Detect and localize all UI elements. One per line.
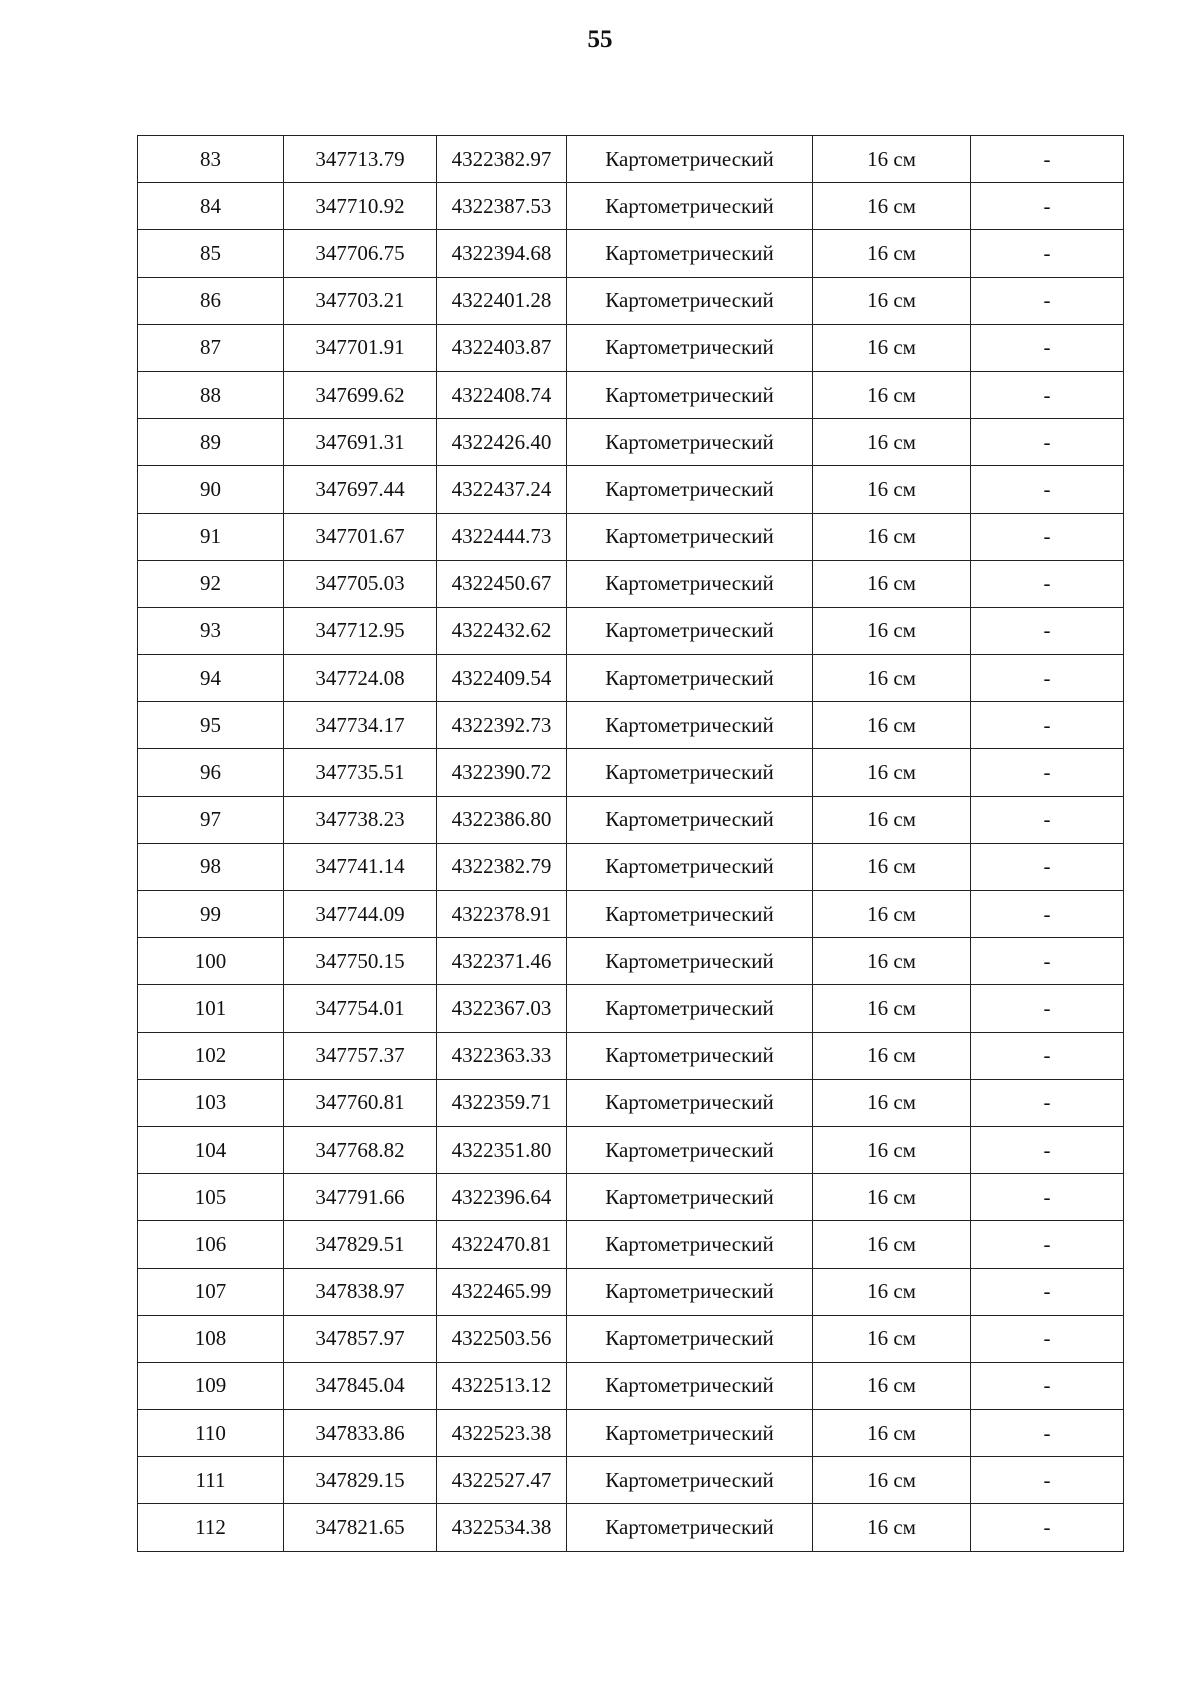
point-number-cell: 103: [138, 1079, 284, 1126]
table-row: [138, 1174, 1124, 1221]
method-cell: Картометрический: [567, 1174, 813, 1221]
description-cell: -: [971, 1362, 1124, 1409]
table-row: [138, 1457, 1124, 1504]
description-cell: -: [971, 183, 1124, 230]
accuracy-cell: 16 см: [813, 1457, 971, 1504]
table-row: [138, 371, 1124, 418]
description-cell: -: [971, 466, 1124, 513]
accuracy-cell: 16 см: [813, 1126, 971, 1173]
x-coordinate-cell: 347829.15: [284, 1457, 437, 1504]
description-cell: -: [971, 1032, 1124, 1079]
description-cell: -: [971, 513, 1124, 560]
description-cell: -: [971, 891, 1124, 938]
table-body: [138, 136, 1124, 1552]
table-row: [138, 843, 1124, 890]
point-number-cell: 111: [138, 1457, 284, 1504]
description-cell: -: [971, 1457, 1124, 1504]
description-cell: -: [971, 277, 1124, 324]
description-cell: -: [971, 1079, 1124, 1126]
point-number-cell: 106: [138, 1221, 284, 1268]
x-coordinate-cell: 347724.08: [284, 655, 437, 702]
y-coordinate-cell: 4322392.73: [437, 702, 567, 749]
accuracy-cell: 16 см: [813, 1315, 971, 1362]
table-row: [138, 1032, 1124, 1079]
description-cell: -: [971, 1268, 1124, 1315]
accuracy-cell: 16 см: [813, 891, 971, 938]
point-number-cell: 90: [138, 466, 284, 513]
point-number-cell: 96: [138, 749, 284, 796]
accuracy-cell: 16 см: [813, 1268, 971, 1315]
table-row: [138, 938, 1124, 985]
y-coordinate-cell: 4322382.97: [437, 136, 567, 183]
point-number-cell: 87: [138, 324, 284, 371]
table-row: [138, 419, 1124, 466]
method-cell: Картометрический: [567, 1032, 813, 1079]
point-number-cell: 95: [138, 702, 284, 749]
method-cell: Картометрический: [567, 796, 813, 843]
point-number-cell: 92: [138, 560, 284, 607]
accuracy-cell: 16 см: [813, 136, 971, 183]
accuracy-cell: 16 см: [813, 371, 971, 418]
method-cell: Картометрический: [567, 324, 813, 371]
method-cell: Картометрический: [567, 1457, 813, 1504]
method-cell: Картометрический: [567, 1268, 813, 1315]
description-cell: -: [971, 1174, 1124, 1221]
method-cell: Картометрический: [567, 136, 813, 183]
table-row: [138, 1410, 1124, 1457]
table-row: [138, 466, 1124, 513]
method-cell: Картометрический: [567, 1410, 813, 1457]
x-coordinate-cell: 347857.97: [284, 1315, 437, 1362]
x-coordinate-cell: 347760.81: [284, 1079, 437, 1126]
description-cell: -: [971, 371, 1124, 418]
table-row: [138, 1126, 1124, 1173]
table-row: [138, 796, 1124, 843]
accuracy-cell: 16 см: [813, 985, 971, 1032]
method-cell: Картометрический: [567, 560, 813, 607]
x-coordinate-cell: 347710.92: [284, 183, 437, 230]
y-coordinate-cell: 4322382.79: [437, 843, 567, 890]
description-cell: -: [971, 796, 1124, 843]
table-row: [138, 1315, 1124, 1362]
x-coordinate-cell: 347741.14: [284, 843, 437, 890]
method-cell: Картометрический: [567, 655, 813, 702]
y-coordinate-cell: 4322386.80: [437, 796, 567, 843]
point-number-cell: 86: [138, 277, 284, 324]
method-cell: Картометрический: [567, 891, 813, 938]
y-coordinate-cell: 4322359.71: [437, 1079, 567, 1126]
accuracy-cell: 16 см: [813, 607, 971, 654]
x-coordinate-cell: 347829.51: [284, 1221, 437, 1268]
point-number-cell: 107: [138, 1268, 284, 1315]
point-number-cell: 112: [138, 1504, 284, 1551]
method-cell: Картометрический: [567, 1362, 813, 1409]
x-coordinate-cell: 347697.44: [284, 466, 437, 513]
point-number-cell: 83: [138, 136, 284, 183]
point-number-cell: 88: [138, 371, 284, 418]
table-row: [138, 702, 1124, 749]
accuracy-cell: 16 см: [813, 1221, 971, 1268]
page-number: 55: [587, 26, 613, 53]
method-cell: Картометрический: [567, 277, 813, 324]
method-cell: Картометрический: [567, 985, 813, 1032]
point-number-cell: 102: [138, 1032, 284, 1079]
table-row: [138, 749, 1124, 796]
y-coordinate-cell: 4322437.24: [437, 466, 567, 513]
y-coordinate-cell: 4322396.64: [437, 1174, 567, 1221]
table-row: [138, 230, 1124, 277]
x-coordinate-cell: 347734.17: [284, 702, 437, 749]
description-cell: -: [971, 843, 1124, 890]
description-cell: -: [971, 1315, 1124, 1362]
method-cell: Картометрический: [567, 702, 813, 749]
accuracy-cell: 16 см: [813, 749, 971, 796]
x-coordinate-cell: 347705.03: [284, 560, 437, 607]
accuracy-cell: 16 см: [813, 938, 971, 985]
table-row: [138, 891, 1124, 938]
table-row: [138, 324, 1124, 371]
point-number-cell: 101: [138, 985, 284, 1032]
point-number-cell: 110: [138, 1410, 284, 1457]
x-coordinate-cell: 347750.15: [284, 938, 437, 985]
method-cell: Картометрический: [567, 513, 813, 560]
method-cell: Картометрический: [567, 938, 813, 985]
accuracy-cell: 16 см: [813, 419, 971, 466]
accuracy-cell: 16 см: [813, 466, 971, 513]
description-cell: -: [971, 1410, 1124, 1457]
y-coordinate-cell: 4322503.56: [437, 1315, 567, 1362]
x-coordinate-cell: 347706.75: [284, 230, 437, 277]
method-cell: Картометрический: [567, 419, 813, 466]
table-row: [138, 1362, 1124, 1409]
y-coordinate-cell: 4322465.99: [437, 1268, 567, 1315]
y-coordinate-cell: 4322513.12: [437, 1362, 567, 1409]
x-coordinate-cell: 347791.66: [284, 1174, 437, 1221]
accuracy-cell: 16 см: [813, 560, 971, 607]
point-number-cell: 93: [138, 607, 284, 654]
point-number-cell: 84: [138, 183, 284, 230]
description-cell: -: [971, 607, 1124, 654]
y-coordinate-cell: 4322403.87: [437, 324, 567, 371]
description-cell: -: [971, 1221, 1124, 1268]
method-cell: Картометрический: [567, 843, 813, 890]
point-number-cell: 85: [138, 230, 284, 277]
y-coordinate-cell: 4322409.54: [437, 655, 567, 702]
description-cell: -: [971, 560, 1124, 607]
x-coordinate-cell: 347821.65: [284, 1504, 437, 1551]
y-coordinate-cell: 4322534.38: [437, 1504, 567, 1551]
y-coordinate-cell: 4322394.68: [437, 230, 567, 277]
table-row: [138, 1221, 1124, 1268]
method-cell: Картометрический: [567, 1126, 813, 1173]
x-coordinate-cell: 347713.79: [284, 136, 437, 183]
x-coordinate-cell: 347845.04: [284, 1362, 437, 1409]
accuracy-cell: 16 см: [813, 1079, 971, 1126]
point-number-cell: 99: [138, 891, 284, 938]
accuracy-cell: 16 см: [813, 513, 971, 560]
point-number-cell: 94: [138, 655, 284, 702]
x-coordinate-cell: 347712.95: [284, 607, 437, 654]
y-coordinate-cell: 4322390.72: [437, 749, 567, 796]
table-row: [138, 1079, 1124, 1126]
x-coordinate-cell: 347768.82: [284, 1126, 437, 1173]
description-cell: -: [971, 1504, 1124, 1551]
accuracy-cell: 16 см: [813, 1410, 971, 1457]
y-coordinate-cell: 4322408.74: [437, 371, 567, 418]
x-coordinate-cell: 347757.37: [284, 1032, 437, 1079]
y-coordinate-cell: 4322371.46: [437, 938, 567, 985]
y-coordinate-cell: 4322351.80: [437, 1126, 567, 1173]
accuracy-cell: 16 см: [813, 1504, 971, 1551]
method-cell: Картометрический: [567, 1079, 813, 1126]
accuracy-cell: 16 см: [813, 655, 971, 702]
accuracy-cell: 16 см: [813, 183, 971, 230]
table-row: [138, 1268, 1124, 1315]
description-cell: -: [971, 1126, 1124, 1173]
description-cell: -: [971, 655, 1124, 702]
table-row: [138, 607, 1124, 654]
point-number-cell: 100: [138, 938, 284, 985]
method-cell: Картометрический: [567, 183, 813, 230]
accuracy-cell: 16 см: [813, 702, 971, 749]
x-coordinate-cell: 347838.97: [284, 1268, 437, 1315]
y-coordinate-cell: 4322367.03: [437, 985, 567, 1032]
y-coordinate-cell: 4322426.40: [437, 419, 567, 466]
y-coordinate-cell: 4322470.81: [437, 1221, 567, 1268]
accuracy-cell: 16 см: [813, 796, 971, 843]
description-cell: -: [971, 749, 1124, 796]
y-coordinate-cell: 4322527.47: [437, 1457, 567, 1504]
x-coordinate-cell: 347735.51: [284, 749, 437, 796]
y-coordinate-cell: 4322432.62: [437, 607, 567, 654]
y-coordinate-cell: 4322523.38: [437, 1410, 567, 1457]
accuracy-cell: 16 см: [813, 1174, 971, 1221]
y-coordinate-cell: 4322450.67: [437, 560, 567, 607]
x-coordinate-cell: 347699.62: [284, 371, 437, 418]
point-number-cell: 109: [138, 1362, 284, 1409]
method-cell: Картометрический: [567, 1315, 813, 1362]
description-cell: -: [971, 230, 1124, 277]
method-cell: Картометрический: [567, 1504, 813, 1551]
accuracy-cell: 16 см: [813, 277, 971, 324]
description-cell: -: [971, 938, 1124, 985]
y-coordinate-cell: 4322363.33: [437, 1032, 567, 1079]
table-row: [138, 136, 1124, 183]
accuracy-cell: 16 см: [813, 324, 971, 371]
x-coordinate-cell: 347754.01: [284, 985, 437, 1032]
table-row: [138, 277, 1124, 324]
x-coordinate-cell: 347833.86: [284, 1410, 437, 1457]
table-row: [138, 513, 1124, 560]
method-cell: Картометрический: [567, 1221, 813, 1268]
y-coordinate-cell: 4322387.53: [437, 183, 567, 230]
y-coordinate-cell: 4322444.73: [437, 513, 567, 560]
table-row: [138, 985, 1124, 1032]
x-coordinate-cell: 347701.67: [284, 513, 437, 560]
accuracy-cell: 16 см: [813, 230, 971, 277]
point-number-cell: 105: [138, 1174, 284, 1221]
point-number-cell: 98: [138, 843, 284, 890]
table-row: [138, 560, 1124, 607]
method-cell: Картометрический: [567, 230, 813, 277]
y-coordinate-cell: 4322378.91: [437, 891, 567, 938]
x-coordinate-cell: 347738.23: [284, 796, 437, 843]
x-coordinate-cell: 347744.09: [284, 891, 437, 938]
x-coordinate-cell: 347691.31: [284, 419, 437, 466]
point-number-cell: 97: [138, 796, 284, 843]
description-cell: -: [971, 702, 1124, 749]
method-cell: Картометрический: [567, 371, 813, 418]
accuracy-cell: 16 см: [813, 1032, 971, 1079]
point-number-cell: 104: [138, 1126, 284, 1173]
y-coordinate-cell: 4322401.28: [437, 277, 567, 324]
description-cell: -: [971, 324, 1124, 371]
table-row: [138, 183, 1124, 230]
accuracy-cell: 16 см: [813, 843, 971, 890]
accuracy-cell: 16 см: [813, 1362, 971, 1409]
description-cell: -: [971, 419, 1124, 466]
table-row: [138, 655, 1124, 702]
description-cell: -: [971, 985, 1124, 1032]
method-cell: Картометрический: [567, 607, 813, 654]
description-cell: -: [971, 136, 1124, 183]
x-coordinate-cell: 347703.21: [284, 277, 437, 324]
point-number-cell: 91: [138, 513, 284, 560]
x-coordinate-cell: 347701.91: [284, 324, 437, 371]
point-number-cell: 89: [138, 419, 284, 466]
method-cell: Картометрический: [567, 466, 813, 513]
method-cell: Картометрический: [567, 749, 813, 796]
coordinates-table: [137, 135, 1124, 1552]
table-row: [138, 1504, 1124, 1551]
point-number-cell: 108: [138, 1315, 284, 1362]
